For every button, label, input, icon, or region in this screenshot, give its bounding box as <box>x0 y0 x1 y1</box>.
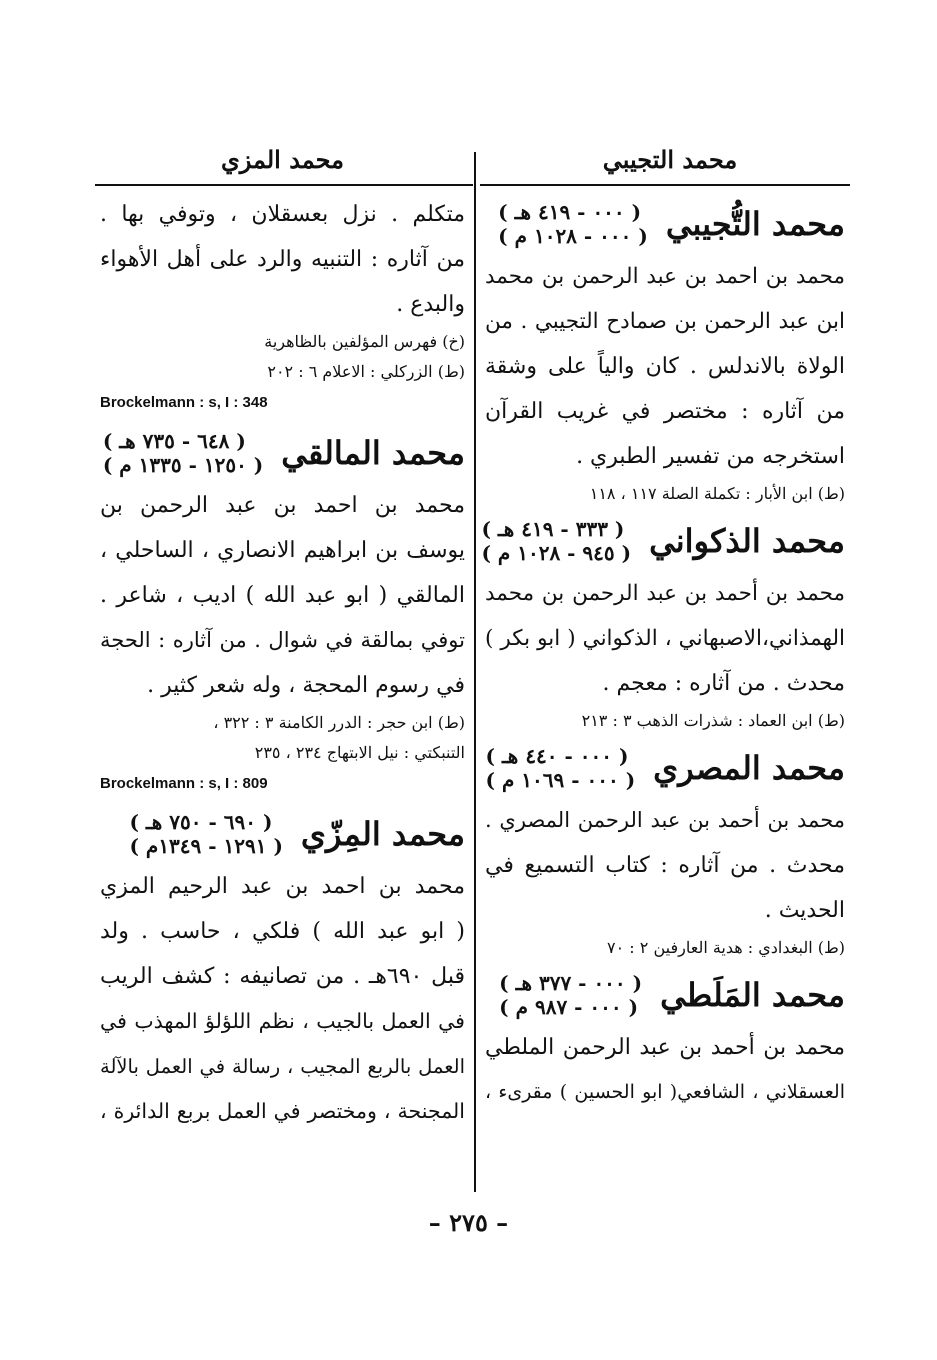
entry-name: محمد التُّجيبي <box>665 205 845 243</box>
entry-maliqi <box>100 429 465 798</box>
gregorian-dates: ( ٩٤٥ - ١٠٢٨ م ) <box>481 541 632 565</box>
entry-text-line: من آثاره : مختصر في غريب القرآن <box>485 399 845 424</box>
entry-text-line: محمد بن أحمد بن عبد الرحمن بن محمد <box>485 581 845 606</box>
entry-misri <box>485 744 845 963</box>
column-divider <box>474 152 476 1192</box>
gregorian-dates: ( ١٢٩١ - ١٣٤٩م ) <box>129 834 283 858</box>
entry-heading <box>100 429 465 477</box>
entry-reference: (ط) الزركلي : الاعلام ٦ : ٢٠٢ <box>267 362 465 381</box>
brockelmann-reference: Brockelmann : s, I : 809 <box>100 775 268 792</box>
entry-text-line: المالقي ( ابو عبد الله ) اديب ، شاعر . <box>100 583 465 608</box>
entry-text-line: محدث . من آثاره : كتاب التسميع في <box>485 853 845 878</box>
entry-text-line: محمد بن احمد بن عبد الرحمن بن محمد <box>485 264 845 289</box>
entry-dates <box>130 810 283 858</box>
entry-heading <box>481 517 845 565</box>
brockelmann-reference: Brockelmann : s, I : 348 <box>100 394 268 411</box>
right-column <box>481 192 845 1123</box>
gregorian-dates: ( ٠٠٠ - ٩٨٧ م ) <box>499 995 639 1019</box>
entry-text-line: محمد بن أحمد بن عبد الرحمن المصري . <box>485 808 845 832</box>
entry-text-line: في العمل بالجيب ، نظم اللؤلؤ المهذب في <box>100 1009 465 1033</box>
entry-text-line: الحديث . <box>764 898 845 923</box>
entry-text-line: توفي بمالقة في شوال . من آثاره : الحجة <box>100 628 465 652</box>
entry-text-line: محمد بن احمد بن عبد الرحيم المزي <box>100 874 465 899</box>
entry-heading <box>100 810 465 858</box>
entry-name: محمد المالقي <box>281 434 465 472</box>
entry-text-line: متكلم . نزل بعسقلان ، وتوفي بها . <box>100 202 465 227</box>
entry-text-line: يوسف بن ابراهيم الانصاري ، الساحلي ، <box>100 538 465 563</box>
entry-name: محمد المَلَطي <box>660 976 845 1014</box>
entry-dates <box>498 200 648 248</box>
entry-name: محمد المصري <box>653 749 845 787</box>
gregorian-dates: ( ٠٠٠ - ١٠٦٩ م ) <box>485 768 636 792</box>
entry-text-line: محمد بن أحمد بن عبد الرحمن الملطي <box>485 1035 845 1060</box>
entry-mizzi <box>100 810 465 1134</box>
entry-heading <box>485 200 845 248</box>
hijri-dates: ( ٦٩٠ - ٧٥٠ هـ ) <box>129 810 273 834</box>
entry-heading <box>485 744 845 792</box>
hijri-dates: ( ٠٠٠ - ٤٤٠ هـ ) <box>485 744 629 768</box>
entry-text-line: والبدع . <box>396 292 465 317</box>
entry-text-line: استخرجه من تفسير الطبري . <box>576 444 845 469</box>
entry-dates <box>103 429 263 477</box>
entry-text-line: من آثاره : التنبيه والرد على أهل الأهواء <box>100 247 465 272</box>
entry-reference: التنبكتي : نيل الابتهاج ٢٣٤ ، ٢٣٥ <box>254 743 465 762</box>
entry-dates <box>486 744 636 792</box>
entry-text-line: محمد بن احمد بن عبد الرحمن بن <box>100 493 465 518</box>
header-rule-left <box>95 184 473 186</box>
hijri-dates: ( ٦٤٨ - ٧٣٥ هـ ) <box>102 429 246 453</box>
entry-dhakwani <box>481 517 845 736</box>
running-header-right: محمد التجيبي <box>602 145 738 174</box>
gregorian-dates: ( ٠٠٠ - ١٠٢٨ م ) <box>498 224 648 248</box>
entry-reference: (ط) ابن العماد : شذرات الذهب ٣ : ٢١٣ <box>581 711 845 730</box>
hijri-dates: ( ٣٣٣ - ٤١٩ هـ ) <box>481 517 625 541</box>
entry-text-line: الولاة بالاندلس . كان والياً على وشقة <box>485 354 845 379</box>
entry-text-line: العمل بالربع المجيب ، رسالة في العمل بالآلة <box>100 1055 465 1078</box>
entry-text-line: الهمذاني،الاصبهاني ، الذكواني ( ابو بكر ) <box>485 626 845 651</box>
entry-tujibi <box>485 200 845 509</box>
left-column <box>100 192 465 1142</box>
entry-reference: (خ) فهرس المؤلفين بالظاهرية <box>264 332 465 351</box>
entry-text-line: المجنحة ، ومختصر في العمل بربع الدائرة ، <box>100 1099 465 1123</box>
entry-text-line: في رسوم المحجة ، وله شعر كثير . <box>147 673 465 698</box>
entry-name: محمد الذكواني <box>649 522 845 560</box>
header-rule-right <box>480 184 850 186</box>
entry-malati <box>485 971 845 1115</box>
entry-text-line: ابن عبد الرحمن بن صمادح التجيبي . من <box>485 309 845 334</box>
hijri-dates: ( ٠٠٠ - ٤١٩ هـ ) <box>498 200 642 224</box>
entry-dates <box>499 971 642 1019</box>
entry-name: محمد المِزّي <box>300 815 465 853</box>
hijri-dates: ( ٠٠٠ - ٣٧٧ هـ ) <box>499 971 643 995</box>
entry-text-line: قبل ٦٩٠هـ . من تصانيفه : كشف الريب <box>100 964 465 989</box>
entry-text-line: العسقلاني ، الشافعي( ابو الحسين ) مقرىء ، <box>485 1081 845 1103</box>
entry-dates <box>481 517 631 565</box>
running-header-left: محمد المزي <box>220 145 345 174</box>
entry-text-line: محدث . من آثاره : معجم . <box>602 671 845 696</box>
entry-reference: (ط) ابن حجر : الدرر الكامنة ٣ : ٣٢٢ ، <box>213 713 465 732</box>
entry-text-line: ( ابو عبد الله ) فلكي ، حاسب . ولد <box>100 919 465 944</box>
page-number: – ٢٧٥ – <box>428 1208 509 1237</box>
entry-reference: (ط) ابن الأبار : تكملة الصلة ١١٧ ، ١١٨ <box>589 484 845 503</box>
entry-continuation <box>100 192 465 417</box>
gregorian-dates: ( ١٢٥٠ - ١٣٣٥ م ) <box>102 453 264 477</box>
entry-heading <box>485 971 845 1019</box>
entry-reference: (ط) البغدادي : هدية العارفين ٢ : ٧٠ <box>607 938 845 957</box>
